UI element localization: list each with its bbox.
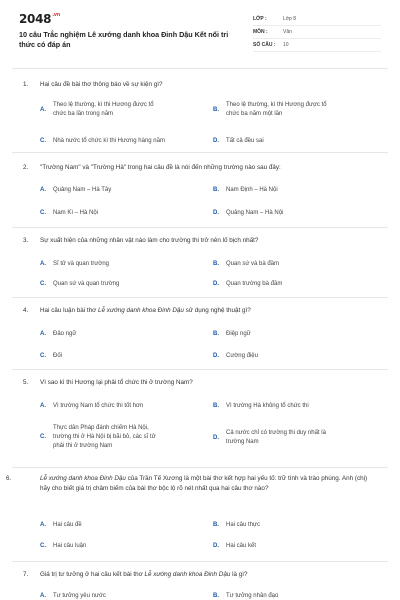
option-c[interactable]: C. Thực dân Pháp đánh chiếm Hà Nội, trường thi ở Hà Nội bị bãi bỏ, các sĩ tử phải thi ở trường Nam (40, 425, 156, 449)
divider (12, 227, 388, 228)
meta-value: Lớp 8 (283, 16, 297, 22)
option-a[interactable]: A. Sĩ tử và quan trường (40, 261, 109, 267)
option-a[interactable]: A. Tư tưởng yêu nước (40, 593, 106, 599)
option-d[interactable]: D. Hai câu kết (213, 543, 257, 549)
option-b[interactable]: B. Hai câu thực (213, 522, 261, 528)
option-d[interactable]: D. Quan trường bà đầm (213, 281, 283, 287)
worksheet-header (0, 0, 400, 62)
divider (12, 68, 388, 69)
question-text: 5. Vì sao kì thi Hương lại phải tổ chức thi ở trường Nam? (23, 379, 193, 386)
divider (12, 152, 388, 153)
meta-row-subject (253, 26, 381, 39)
option-b[interactable]: B. Vì trường Hà không tổ chức thi (213, 403, 309, 409)
option-b[interactable]: B. Quan sứ và bà đầm (213, 261, 280, 267)
page-title: 10 câu Trắc nghiệm Lê xướng danh khoa Đinh Dậu Kết nối tri thức có đáp án (19, 30, 229, 49)
option-c[interactable]: C. Đối (40, 353, 63, 359)
question-text: 2. "Trường Nam" và "Trường Hà" trong hai câu đề là nói đến những trường nào sau đây: (23, 164, 281, 171)
option-c[interactable]: C. Hai câu luận (40, 543, 87, 549)
option-c[interactable]: C. Nhà nước tổ chức kì thi Hương hàng năm (40, 138, 165, 144)
meta-value: Văn (283, 29, 292, 35)
meta-label: LỚP : (253, 16, 267, 22)
question-text: 6. Lễ xướng danh khoa Đinh Dậu của Trần Tế Xương là một bài thơ kết hợp hai yếu tố: trữ tình và trào phúng. Anh (chị) hãy cho biết giá trị châm biếm của bài thơ bộc lộ rõ nét nhất qua hai câu thơ nào? (6, 475, 368, 492)
meta-value: 10 (283, 42, 289, 48)
meta-label: SỐ CÂU : (253, 42, 276, 48)
option-a[interactable]: A. Hai câu đề (40, 522, 82, 528)
logo-suffix: .vn (52, 12, 61, 18)
option-a[interactable]: A. Vì trường Nam tổ chức thi tốt hơn (40, 403, 144, 409)
option-d[interactable]: D. Cả nước chỉ có trường thi duy nhất là trường Nam (213, 430, 326, 445)
option-d[interactable]: D. Tất cả đều sai (213, 138, 264, 144)
question-text: 1. Hai câu đề bài thơ thông báo về sự kiện gì? (23, 81, 163, 88)
option-a[interactable]: A. Đảo ngữ (40, 331, 77, 337)
question-text: 3. Sự xuất hiện của những nhân vật nào làm cho trường thi trở nên lố bịch nhất? (23, 237, 259, 244)
option-a[interactable]: A. Quảng Nam – Hà Tây (40, 187, 112, 193)
meta-label: MÔN : (253, 29, 268, 35)
question-text: 7. Giá trị tư tưởng ở hai câu kết bài thơ Lễ xướng danh khoa Đinh Dậu là gì? (23, 571, 248, 578)
option-c[interactable]: C. Quan sứ và quan trường (40, 281, 120, 287)
divider (12, 369, 388, 370)
option-c[interactable]: C. Nam Kì – Hà Nội (40, 210, 99, 216)
divider (12, 467, 388, 468)
meta-row-class (253, 13, 381, 26)
question-text: 4. Hai câu luận bài thơ Lễ xướng danh khoa Đinh Dậu sử dụng nghệ thuật gì? (23, 307, 251, 314)
meta-info (253, 13, 381, 52)
option-b[interactable]: B. Theo lệ thường, kì thi Hương được tổ chức ba năm một lần (213, 102, 327, 117)
option-b[interactable]: B. Tư tưởng nhân đạo (213, 593, 279, 599)
option-b[interactable]: B. Điệp ngữ (213, 331, 251, 337)
option-b[interactable]: B. Nam Định – Hà Nội (213, 187, 278, 193)
meta-row-count (253, 39, 381, 52)
option-a[interactable]: A. Theo lệ thường, kì thi Hương được tổ chức ba lần trong năm (40, 102, 154, 117)
divider (12, 561, 388, 562)
logo-text: 2048 (19, 12, 52, 26)
divider (12, 297, 388, 298)
option-d[interactable]: D. Quảng Nam – Hà Nội (213, 210, 284, 216)
site-logo[interactable] (19, 12, 60, 26)
option-d[interactable]: D. Cường điệu (213, 353, 258, 359)
